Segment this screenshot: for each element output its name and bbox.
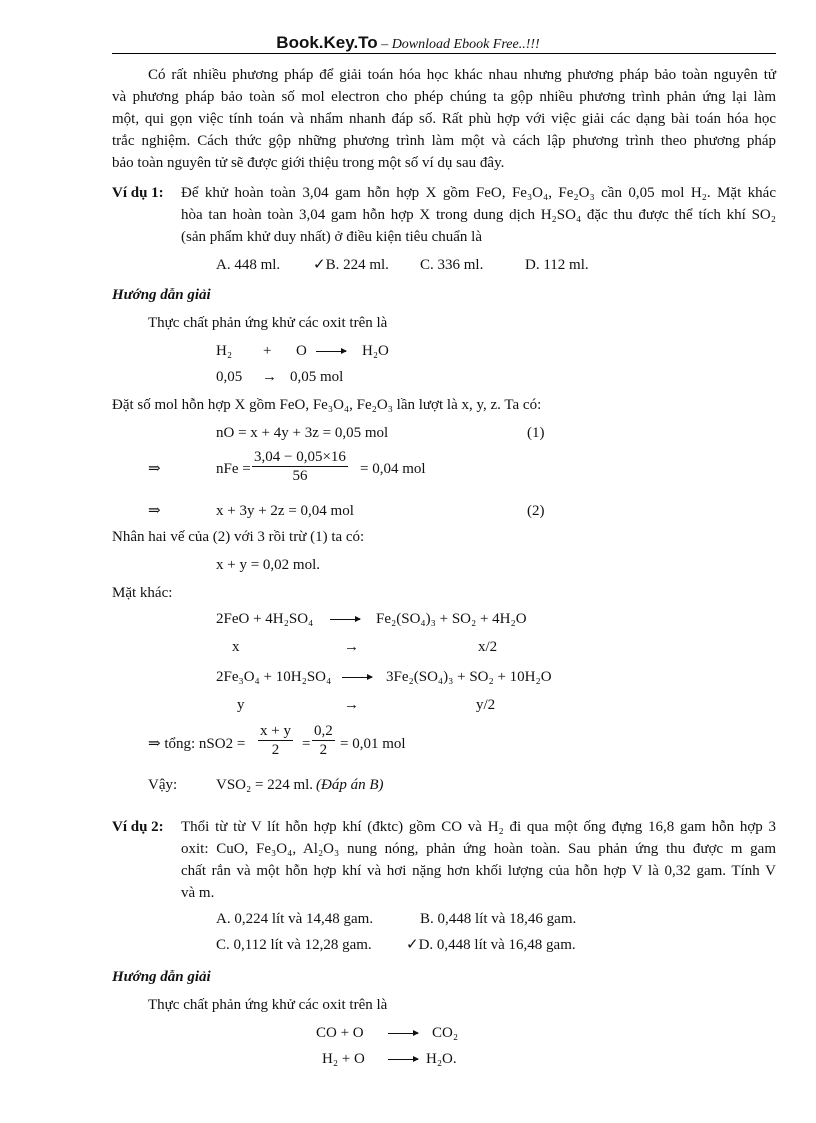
ex2-option-a: A. 0,224 lít và 14,48 gam. [216,911,374,927]
ex1-option-c: C. 336 ml. [420,257,484,273]
sol2-r1-lhs: CO + O [316,1025,364,1041]
sol1-sum-fraction-2 [312,722,335,759]
sol1-sum-den-1: 2 [271,742,280,758]
sol1-r1b-product: 0,05 mol [290,369,344,385]
sol1-sentence-4: Mặt khác: [112,585,173,601]
sol1-answer: (Đáp án B) [316,777,384,793]
sol2-sentence-1: Thực chất phản ứng khử các oxit trên là [148,997,388,1013]
sol1-sum-lhs: ⇒ tổng: nSO2 = [148,736,246,752]
ex2-option-d: ✓D. 0,448 lít và 16,48 gam. [406,937,576,953]
reaction-arrow-icon [388,1059,418,1060]
ex1-option-d: D. 112 ml. [525,257,589,273]
reaction-arrow-icon [330,619,360,620]
ex2-option-b: B. 0,448 lít và 18,46 gam. [420,911,577,927]
ex1-label: Ví dụ 1: [112,185,164,201]
ex1-line-3: (sản phẩm khử duy nhất) ở điều kiện tiêu chuẩn là [181,229,482,245]
ex2-line-2: oxit: CuO, Fe₃O₄, Al₂O₃ nung nóng, phản ứng hoàn toàn. Sau phản ứng thu được m gam [181,841,776,857]
sol1-rx1b-x: x [232,639,240,655]
sol1-sum-num-2: 0,2 [314,723,333,739]
sol2-r1-arrow [384,1024,422,1042]
sol1-rx2-lhs: 2Fe₃O₄ + 10H₂SO₄ [216,669,332,685]
sol1-nfe-denominator: 56 [292,468,308,484]
sol1-sentence-1: Thực chất phản ứng khử các oxit trên là [148,315,388,331]
sol1-implies-1: ⇒ [148,461,161,477]
sol1-rx1-rhs: Fe₂(SO₄)₃ + SO₂ + 4H₂O [376,611,527,627]
sol1-eq2: x + 3y + 2z = 0,04 mol [216,503,354,519]
sol1-nfe-numerator: 3,04 − 0,05×16 [254,449,346,465]
header-tagline: – Download Ebook Free..!!! [377,37,540,52]
sol1-eq3: x + y = 0,02 mol. [216,557,321,573]
sol1-r1-h2: H₂ [216,343,233,359]
sol2-r2-lhs: H₂ + O [322,1051,365,1067]
sol1-r1b-arrow: → [262,369,277,385]
sol1-rx2-rhs: 3Fe₂(SO₄)₃ + SO₂ + 10H₂O [386,669,552,685]
sol1-vay: Vậy: [148,777,178,793]
sol1-sum-den-2: 2 [319,742,328,758]
sol1-rx1-lhs: 2FeO + 4H₂SO₄ [216,611,314,627]
sol1-rx2-arrow [338,668,376,686]
sol1-rx2b-arrow: → [344,697,359,713]
header-brand: Book.Key.To [276,33,378,52]
sol1-vso2: VSO₂ = 224 ml. [216,777,314,793]
sol1-rx1b-arrow: → [344,639,359,655]
sol1-sentence-2: Đặt số mol hỗn hợp X gồm FeO, Fe₃O₄, Fe₂O₃ lần lượt là x, y, z. Ta có: [112,397,542,413]
ex1-line-1: Để khử hoàn toàn 3,04 gam hỗn hợp X gồm FeO, Fe₃O₄, Fe₂O₃ cần 0,05 mol H₂. Mặt khác [181,185,776,201]
sol1-title: Hướng dẫn giải [112,287,211,303]
sol1-rx2b-y: y [237,697,245,713]
reaction-arrow-icon [316,351,346,352]
sol2-r2-rhs: H₂O. [426,1051,457,1067]
sol1-sum-rhs: = 0,01 mol [340,736,406,752]
sol1-r1b-mol: 0,05 [216,369,243,385]
intro-line-2: và phương pháp bảo toàn số mol electron cho phép chúng ta gộp nhiều phương trình phản ứng lại làm [112,89,776,105]
reaction-arrow-icon [388,1033,418,1034]
ex1-option-a: A. 448 ml. [216,257,281,273]
ex2-line-4: và m. [181,885,215,901]
sol1-eq1: nO = x + 4y + 3z = 0,05 mol [216,425,389,441]
sol1-implies-2: ⇒ [148,503,161,519]
sol1-r1-arrow [312,342,350,360]
sol1-sum-num-1: x + y [260,723,291,739]
ex2-line-1: Thổi từ từ V lít hỗn hợp khí (đktc) gồm CO và H₂ đi qua một ống đựng 16,8 gam hỗn hợp 3 [181,819,776,835]
sol1-rx2b-half: y/2 [476,697,496,713]
intro-line-5: bảo toàn nguyên tử sẽ được giới thiệu trong một số ví dụ sau đây. [112,155,505,171]
sol1-r1-o: O [296,343,307,359]
ex1-option-b: ✓B. 224 ml. [313,257,389,273]
sol1-sentence-3: Nhân hai vế của (2) với 3 rồi trừ (1) ta có: [112,529,365,545]
ex1-line-2: hòa tan hoàn toàn 3,04 gam hỗn hợp X trong dung dịch H₂SO₄ đặc thu được thể tích khí SO₂ [181,207,776,223]
sol1-eq1-number: (1) [527,425,545,441]
sol1-eq2-number: (2) [527,503,545,519]
sol1-nfe-lhs: nFe = [216,461,251,477]
sol1-rx1-arrow [326,610,364,628]
sol2-r1-rhs: CO₂ [432,1025,459,1041]
sol1-sum-eq: = [302,736,311,752]
ex2-option-c: C. 0,112 lít và 12,28 gam. [216,937,372,953]
reaction-arrow-icon [342,677,372,678]
sol1-r1-plus: + [263,343,272,359]
intro-line-4: trắc nghiệm. Cách thức gộp những phương trình làm một và cách lập phương trình theo phương pháp [112,133,776,149]
intro-line-3: một, qui gọn việc tính toán và nhẩm nhanh đáp số. Rất phù hợp với việc giải các dạng bài toán hóa học [112,111,776,127]
sol1-rx1b-half: x/2 [478,639,498,655]
ex2-label: Ví dụ 2: [112,819,164,835]
sol1-nfe-rhs: = 0,04 mol [360,461,426,477]
sol2-r2-arrow [384,1050,422,1068]
sol2-title: Hướng dẫn giải [112,969,211,985]
sol1-nfe-fraction [252,448,348,485]
sol1-sum-fraction-1 [258,722,293,759]
sol1-r1-h2o: H₂O [362,343,389,359]
header-rule [112,53,776,54]
page-header [0,33,816,53]
intro-line-1: Có rất nhiều phương pháp để giải toán hóa học khác nhau nhưng phương pháp bảo toàn nguyên tử [148,67,776,83]
ex2-line-3: chất rắn và một hỗn hợp khí và hơi nặng hơn khối lượng của hỗn hợp V là 0,32 gam. Tính V [181,863,776,879]
